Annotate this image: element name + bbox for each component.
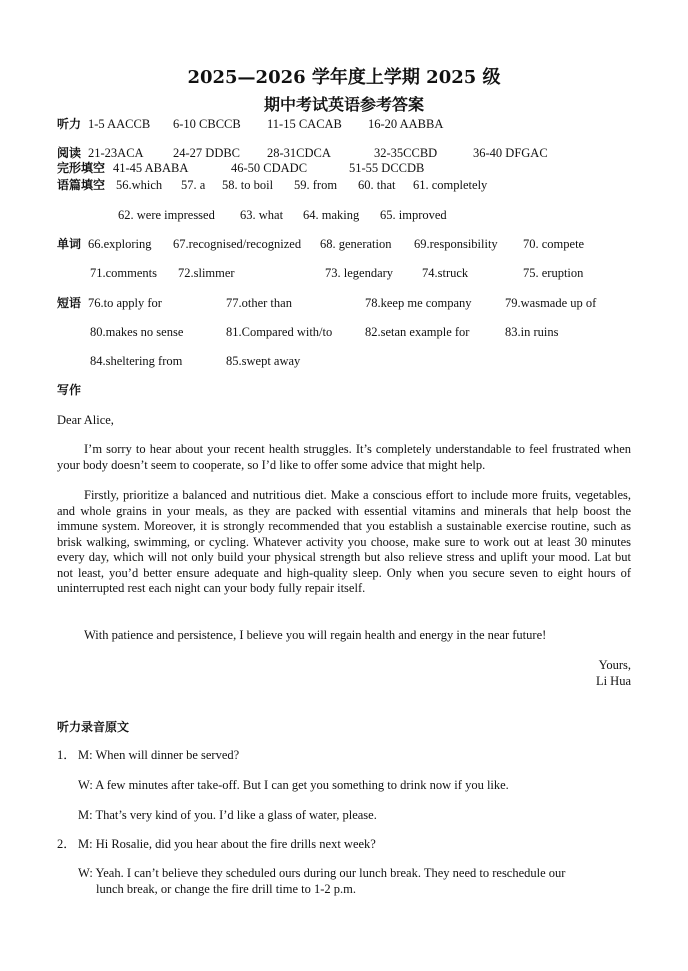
word-item: 69.responsibility: [414, 237, 498, 251]
letter-paragraph-2: Firstly, prioritize a balanced and nutritious diet. Make a conscious effort to include more fruits, vegetables, and whole grains in your meals, as they are packed with essential vitamins and minerals that help boost the immune system. Moreover, it is strongly recommended that you establish a sustainable exercise routine, such as brisk walking, swimming, or cycling. Whatever activity you choose, make sure to work out at least 30 minutes every day, which will not only build your physical strength but also relieve stress and uplift your mood. Lat but not least, you’d better ensure adequate and high-quality sleep. Only when you secure seven to eight hours of uninterrupted rest each night can your body fully repair itself.: [57, 488, 631, 595]
phrases-label: 短语: [57, 296, 82, 310]
page-subtitle: 期中考试英语参考答案: [263, 95, 424, 114]
listening-answers-2: 6-10 CBCCB: [173, 117, 241, 131]
phrase-item: 85.swept away: [226, 354, 301, 368]
writing-label: 写作: [57, 383, 82, 397]
dialogue-line: lunch break, or change the fire drill time to 1-2 p.m.: [96, 882, 356, 896]
listening-answers-3: 11-15 CACAB: [267, 117, 342, 131]
dialogue-number: 1．: [57, 748, 76, 762]
phrase-item: 80.makes no sense: [90, 325, 184, 339]
letter-closing: Yours,: [598, 658, 631, 672]
letter-paragraph-1: I’m sorry to hear about your recent health struggles. It’s completely understandable to feel frustrated when your body doesn’t seem to cooperate, so I’d like to offer some advice that might help.: [57, 442, 631, 472]
grammar-item: 56.which: [116, 178, 163, 192]
grammar-item: 61. completely: [413, 178, 488, 192]
dialogue-number: 2．: [57, 837, 76, 851]
grammar-item: 58. to boil: [222, 178, 274, 192]
cloze-answers-3: 51-55 DCCDB: [349, 161, 425, 175]
grammar-item: 57. a: [181, 178, 206, 192]
phrase-item: 77.other than: [226, 296, 292, 310]
reading-answers-5: 36-40 DFGAC: [473, 146, 548, 160]
reading-answers-3: 28-31CDCA: [267, 146, 331, 160]
word-item: 67.recognised/recognized: [173, 237, 302, 251]
reading-answers-4: 32-35CCBD: [374, 146, 438, 160]
phrase-item: 81.Compared with/to: [226, 325, 333, 339]
listening-answers-4: 16-20 AABBA: [368, 117, 444, 131]
word-item: 71.comments: [90, 266, 158, 280]
listening-answers-1: 1-5 AACCB: [88, 117, 151, 131]
cloze-answers-2: 46-50 CDADC: [231, 161, 308, 175]
grammar-label: 语篇填空: [57, 178, 106, 192]
cloze-answers-1: 41-45 ABABA: [113, 161, 189, 175]
word-item: 74.struck: [422, 266, 469, 280]
phrase-item: 79.wasmade up of: [505, 296, 597, 310]
grammar-item: 60. that: [358, 178, 396, 192]
word-item: 72.slimmer: [178, 266, 235, 280]
grammar-item: 59. from: [294, 178, 338, 192]
listening-label: 听力: [57, 117, 82, 131]
reading-label: 阅读: [57, 146, 82, 160]
reading-answers-1: 21-23ACA: [88, 146, 144, 160]
letter-salutation: Dear Alice,: [57, 413, 114, 427]
letter-signature: Li Hua: [595, 674, 631, 688]
word-item: 70. compete: [523, 237, 585, 251]
words-label: 单词: [57, 237, 82, 251]
cloze-label: 完形填空: [57, 161, 106, 175]
grammar-item: 62. were impressed: [118, 208, 215, 222]
letter-paragraph-3: With patience and persistence, I believe you will regain health and energy in the near future!: [84, 628, 547, 642]
dialogue-line: W: A few minutes after take-off. But I can get you something to drink now if you like.: [78, 778, 509, 792]
grammar-item: 65. improved: [380, 208, 447, 222]
word-item: 68. generation: [320, 237, 392, 251]
phrase-item: 76.to apply for: [88, 296, 162, 310]
dialogue-line: M: That’s very kind of you. I’d like a glass of water, please.: [78, 808, 377, 822]
word-item: 66.exploring: [88, 237, 152, 251]
grammar-item: 63. what: [240, 208, 284, 222]
dialogue-line: M: Hi Rosalie, did you hear about the fire drills next week?: [78, 837, 376, 851]
phrase-item: 84.sheltering from: [90, 354, 183, 368]
dialogue-line: W: Yeah. I can’t believe they scheduled ours during our lunch break. They need to reschedule our: [78, 866, 566, 880]
reading-answers-2: 24-27 DDBC: [173, 146, 241, 160]
dialogue-line: M: When will dinner be served?: [78, 748, 240, 762]
page-title: 2025—2026 学年度上学期 2025 级: [187, 67, 501, 88]
grammar-item: 64. making: [303, 208, 360, 222]
phrase-item: 82.setan example for: [365, 325, 470, 339]
word-item: 73. legendary: [325, 266, 394, 280]
word-item: 75. eruption: [523, 266, 584, 280]
transcript-label: 听力录音原文: [57, 720, 130, 734]
phrase-item: 78.keep me company: [365, 296, 472, 310]
phrase-item: 83.in ruins: [505, 325, 559, 339]
